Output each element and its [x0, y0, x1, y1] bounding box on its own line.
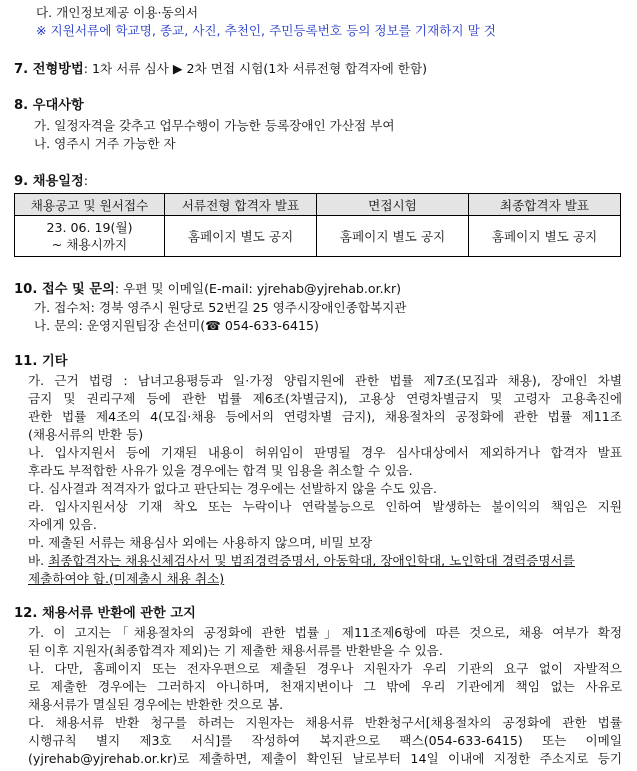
posting-until: ~ 채용시까지: [51, 237, 128, 252]
schedule-cell: 홈페이지 별도 공지: [469, 216, 621, 257]
section-10: [14, 280, 401, 299]
notice-do-not-enter-info: ※ 지원서류에 학교명, 종교, 사진, 추천인, 주민등록번호 등의 정보를 기재하지 말 것: [36, 23, 496, 38]
schedule-header: 면접시험: [317, 194, 469, 216]
schedule-header: 채용공고 및 원서접수: [15, 194, 165, 216]
schedule-cell-period: [15, 216, 165, 257]
required-documents-line: [28, 552, 575, 570]
return-notice-line: 가. 이 고지는「채용절차의 공정화에 관한 법률」제11조제6항에 따른 것으로, 채용 여부가 확정: [28, 625, 622, 640]
section-7-body: : 1차 서류 심사 ▶ 2차 면접 시험(1차 서류전형 합격자에 한함): [83, 61, 428, 76]
section-10-heading: 10. 접수 및 문의: [14, 282, 115, 297]
misc-line: 관한 법률 제4조의 4(모집·채용 등에서의 연령차별 금지), 채용절차의 공정화에 관한 법률 제11조: [28, 409, 622, 424]
return-notice-line: 나. 다만, 홈페이지 또는 전자우편으로 제출된 경우나 지원자가 우리 기관의 요구 없이 자발적으: [28, 661, 622, 676]
return-notice-line: 다. 채용서류 반환 청구를 하려는 지원자는 채용서류 반환청구서[채용절차의 공정화에 관한 법률: [28, 715, 622, 730]
misc-line: 금지 및 권리구제 등에 관한 법률 제6조(차별금지), 고용상 연령차별금지 및 고령자 고용촉진에: [28, 391, 622, 406]
schedule-header: 최종합격자 발표: [469, 194, 621, 216]
section-7-heading: 7. 전형방법: [14, 62, 84, 77]
misc-line: 마. 제출된 서류는 채용심사 외에는 사용하지 않으며, 비밀 보장: [28, 535, 373, 550]
section-12-heading: 12. 채용서류 반환에 관한 고지: [14, 606, 196, 621]
schedule-header: 서류전형 합격자 발표: [165, 194, 317, 216]
schedule-row: [15, 216, 621, 257]
section-9-colon: :: [83, 173, 88, 188]
schedule-table: [14, 193, 621, 257]
misc-line: 다. 심사결과 적격자가 없다고 판단되는 경우에는 선발하지 않을 수도 있음.: [28, 481, 438, 496]
section-9-heading: 9. 채용일정: [14, 174, 84, 189]
misc-line: (채용서류의 반환 등): [28, 427, 144, 442]
contact-item: 나. 문의: 운영지원팀장 손선미(☎ 054-633-6415): [34, 318, 319, 333]
return-notice-line: 시행규칙 별지 제3호 서식]를 작성하여 복지관으로 팩스(054-633-6415) 또는 이메일: [28, 733, 622, 748]
section-8-heading: 8. 우대사항: [14, 98, 84, 113]
section-7: [14, 60, 427, 79]
return-notice-line: 로 제출한 경우에는 그러하지 아니하며, 천재지변이나 그 밖에 우리 기관에게 책임 없는 사유로: [28, 679, 622, 694]
misc-line: 라. 입사지원서상 기재 착오 또는 누락이나 연락불능으로 인하여 발생하는 불이익의 책임은 지원: [28, 499, 622, 514]
section-10-body: : 우편 및 이메일(E-mail: yjrehab@yjrehab.or.kr): [114, 281, 402, 296]
schedule-cell: 홈페이지 별도 공지: [165, 216, 317, 257]
misc-line: 가. 근거 법령 : 남녀고용평등과 일·가정 양립지원에 관한 법률 제7조(모집과 채용), 장애인 차별: [28, 373, 622, 388]
required-documents-continued: 제출하여야 함.(미제출시 채용 취소): [28, 571, 225, 586]
return-notice-line: 채용서류가 멸실된 경우에는 반환한 것으로 봄.: [28, 697, 284, 712]
misc-line: 후라도 부적합한 사유가 있을 경우에는 합격 및 임용을 취소할 수 있음.: [28, 463, 413, 478]
schedule-cell: 홈페이지 별도 공지: [317, 216, 469, 257]
return-notice-line: 된 이후 지원자(최종합격자 제외)는 기 제출한 채용서류를 반환받을 수 있음.: [28, 643, 443, 658]
preference-item: 나. 영주시 거주 가능한 자: [34, 136, 176, 151]
contact-item: 가. 접수처: 경북 영주시 원당로 52번길 25 영주시장애인종합복지관: [34, 300, 407, 315]
section-11-heading: 11. 기타: [14, 354, 68, 369]
misc-line: 나. 입사지원서 등에 기재된 내용이 허위임이 판명될 경우 심사대상에서 제외하거나 합격자 발표: [28, 445, 622, 460]
posting-date: 23. 06. 19(월): [46, 220, 133, 235]
section-9: [14, 172, 88, 191]
misc-line: 자에게 있음.: [28, 517, 97, 532]
item-prefix: 바.: [28, 553, 49, 568]
required-documents-text: 최종합격자는 채용신체검사서 및 범죄경력증명서, 아동학대, 장애인학대, 노인학대 경력증명서를: [48, 553, 575, 568]
consent-form-item: 다. 개인정보제공 이용·동의서: [36, 5, 198, 20]
schedule-header-row: [15, 194, 621, 216]
return-notice-line: (yjrehab@yjrehab.or.kr)로 제출하면, 제출이 확인된 날로부터 14일 이내에 지정한 주소지로 등기: [28, 751, 622, 766]
preference-item: 가. 일정자격을 갖추고 업무수행이 가능한 등록장애인 가산점 부여: [34, 118, 395, 133]
